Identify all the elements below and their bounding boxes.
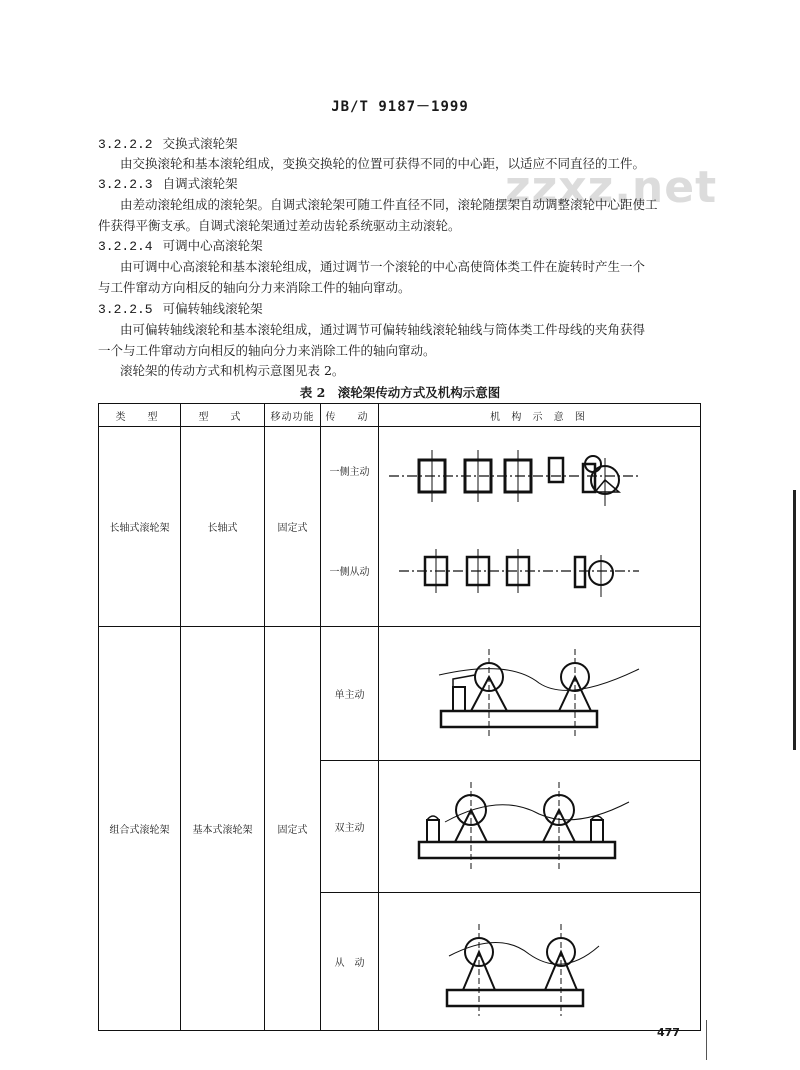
form-cell: 基本式滚轮架 xyxy=(181,627,265,1031)
header-cell: 机 构 示 意 图 xyxy=(379,404,701,427)
paragraph: 与工件窜动方向相反的轴向分力来消除工件的轴向窜动。 xyxy=(98,280,411,295)
section-title: 自调式滚轮架 xyxy=(162,176,238,191)
single-drive-diagram xyxy=(379,629,699,759)
drive-cell: 一侧从动 xyxy=(321,515,379,627)
diagram-cell xyxy=(379,515,701,627)
drive-cell: 从 动 xyxy=(321,893,379,1031)
drive-cell: 双主动 xyxy=(321,761,379,893)
paragraph: 由可调中心高滚轮和基本滚轮组成，通过调节一个滚轮的中心高使筒体类工件在旋转时产生一个 xyxy=(120,259,646,274)
paragraph: 一个与工件窜动方向相反的轴向分力来消除工件的轴向窜动。 xyxy=(98,343,436,358)
diagram-cell xyxy=(379,627,701,761)
paragraph: 由可偏转轴线滚轮和基本滚轮组成，通过调节可偏转轴线滚轮轴线与筒体类工件母线的夹角获得 xyxy=(120,322,646,337)
header-cell: 型 式 xyxy=(181,404,265,427)
scan-edge xyxy=(793,490,796,750)
paragraph: 件获得平衡支承。自调式滚轮架通过差动齿轮系统驱动主动滚轮。 xyxy=(98,218,461,233)
header-cell: 移动功能 xyxy=(265,404,321,427)
drive-table xyxy=(98,403,701,1031)
drive-cell: 单主动 xyxy=(321,627,379,761)
table-header-row xyxy=(99,404,701,427)
section-heading xyxy=(98,236,263,257)
diagram-cell xyxy=(379,761,701,893)
section-number: 3.2.2.4 xyxy=(98,239,153,254)
watermark: zzxz.net xyxy=(505,162,718,213)
header-cell: 传 动 xyxy=(321,404,379,427)
table-caption: 表 2 滚轮架传动方式及机构示意图 xyxy=(299,385,501,400)
drive-cell: 一侧主动 xyxy=(321,427,379,515)
section-title: 可调中心高滚轮架 xyxy=(162,238,263,253)
table-row xyxy=(99,627,701,761)
diagram-cell xyxy=(379,427,701,515)
paragraph: 滚轮架的传动方式和机构示意图见表 2。 xyxy=(120,363,345,378)
passive-diagram xyxy=(379,894,699,1030)
form-cell: 长轴式 xyxy=(181,427,265,627)
section-heading xyxy=(98,299,263,320)
paragraph: 由交换滚轮和基本滚轮组成，变换交换轮的位置可获得不同的中心距，以适应不同直径的工件。 xyxy=(120,156,646,171)
section-number: 3.2.2.2 xyxy=(98,137,153,152)
move-cell: 固定式 xyxy=(265,627,321,1031)
scan-mark xyxy=(706,1020,707,1060)
section-number: 3.2.2.5 xyxy=(98,302,153,317)
double-drive-diagram xyxy=(379,762,699,892)
shaft-drive-diagram xyxy=(379,428,699,514)
section-title: 可偏转轴线滚轮架 xyxy=(162,301,263,316)
diagram-cell xyxy=(379,893,701,1031)
table-row xyxy=(99,427,701,515)
header-cell: 类 型 xyxy=(99,404,181,427)
paragraph: 由差动滚轮组成的滚轮架。自调式滚轮架可随工件直径不同，滚轮随摆架自动调整滚轮中心距使工 xyxy=(120,197,658,212)
page-number: 477 xyxy=(657,1026,680,1039)
section-number: 3.2.2.3 xyxy=(98,177,153,192)
type-cell: 长轴式滚轮架 xyxy=(99,427,181,627)
move-cell: 固定式 xyxy=(265,427,321,627)
page-header: JB/T 9187－1999 xyxy=(331,99,469,115)
type-cell: 组合式滚轮架 xyxy=(99,627,181,1031)
shaft-passive-diagram xyxy=(379,515,699,625)
section-title: 交换式滚轮架 xyxy=(162,136,238,151)
section-heading xyxy=(98,174,238,195)
section-heading xyxy=(98,134,238,155)
